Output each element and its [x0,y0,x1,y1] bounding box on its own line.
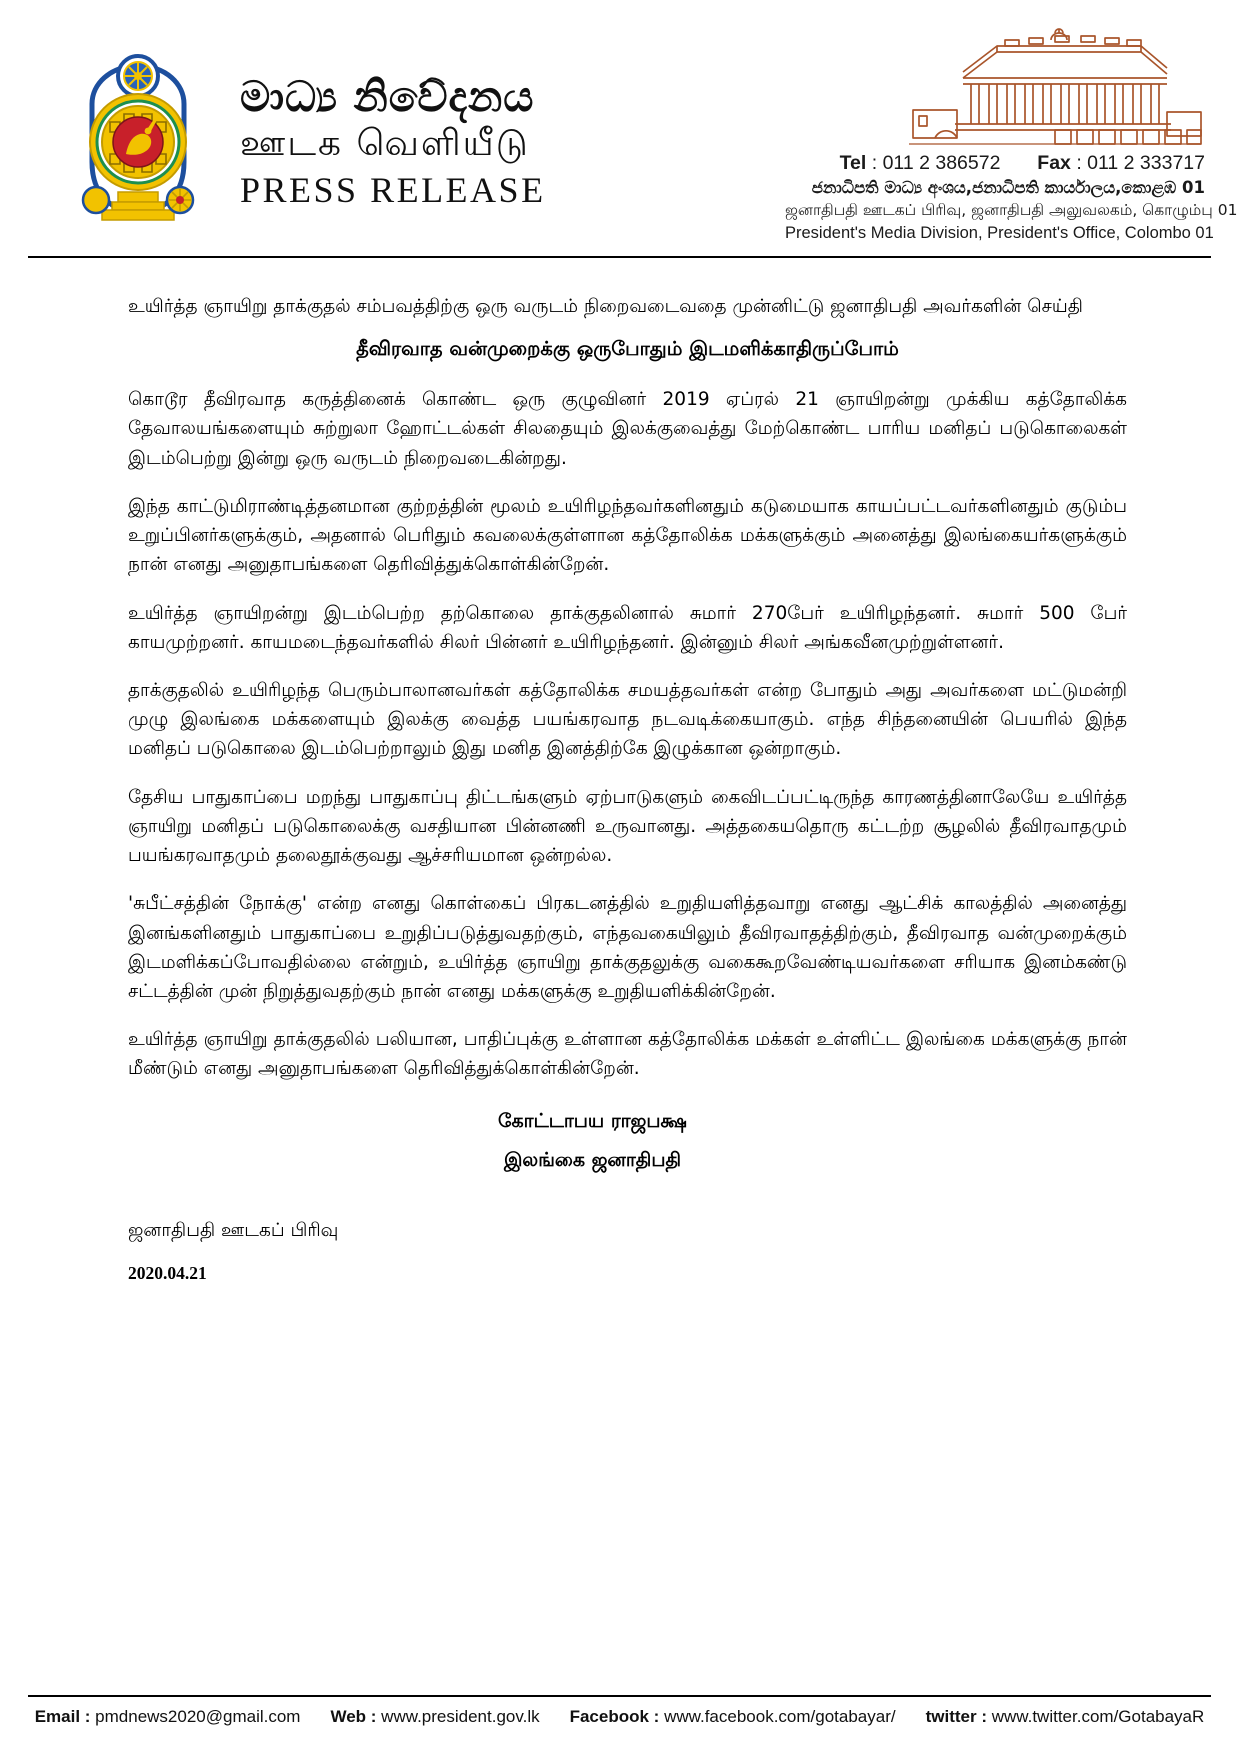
header-title-block [240,72,546,210]
footer-web-label: Web : [330,1707,377,1726]
address-tamil: ஜனாதிபதி ஊடகப் பிரிவு, ஜனாதிபதி அலுவலகம், கொழும்பு 01 [785,201,1238,219]
fax-label: Fax [1037,152,1071,174]
title-tamil: ஊடக வெளியீடு [240,123,530,164]
title-sinhala: මාධ්‍ය නිවේදනය [240,72,535,121]
signature-title: இலங்கை ஜனாதிபதி [503,1148,682,1171]
presidential-secretariat-building-icon [905,28,1205,146]
footer-facebook[interactable] [570,1707,896,1727]
telephone-fax-line [785,152,1205,175]
address-sinhala: ජනාධිපති මාධ්‍ය අංශය,ජනාධිපති කාර්යාලය,කොළඹ 01 [811,178,1205,197]
document-footer [0,1695,1239,1727]
body-paragraph: 'சுபீட்சத்தின் நோக்கு' என்ற எனது கொள்கைப் பிரகடனத்தில் உறுதியளித்தவாறு எனது ஆட்சிக் காலத்தில் அனைத்து இனங்களினதும் பாதுகாப்பை உறுதிப்படுத்துவதற்கும், எந்தவகையிலும் தீவிரவாதத்திற்கும், தீவிரவாத வன்முறைக்கும் இடமளிக்கப்போவதில்லை என்றும், உயிர்த்த ஞாயிறு தாக்குதலுக்கு வகைகூறவேண்டியவர்களை சரியாக இனம்கண்டு சட்டத்தின் முன் நிறுத்துவதற்கும் நான் எனது மக்களுக்கு உறுதியளிக்கின்றேன். [128,893,1127,1002]
intro-paragraph: உயிர்த்த ஞாயிறு தாக்குதல் சம்பவத்திற்கு ஒரு வருடம் நிறைவடைவதை முன்னிட்டு ஜனாதிபதி அவர்களின் செய்தி [128,296,1083,317]
document-header [0,0,1239,252]
body-paragraph: உயிர்த்த ஞாயிறன்று இடம்பெற்ற தற்கொலை தாக்குதலினால் சுமார் 270பேர் உயிரிழந்தனர். சுமார் 500 பேர் காயமுற்றனர். காயமடைந்தவர்களில் சிலர் பின்னர் உயிரிழந்தனர். இன்னும் சிலர் அங்கவீனமுற்றுள்ளனர். [128,602,1127,653]
footer-twitter[interactable] [926,1707,1205,1727]
signature-name: கோட்டாபய ராஜபக்ஷ [498,1109,687,1132]
address-english: President's Media Division, President's Office, Colombo 01 [785,224,1214,242]
footer-web[interactable] [330,1707,539,1727]
release-date: 2020.04.21 [128,1262,207,1283]
headline: தீவிரவாத வன்முறைக்கு ஒருபோதும் இடமளிக்காதிருப்போம் [356,337,899,361]
body-paragraph: தாக்குதலில் உயிரிழந்த பெரும்பாலானவர்கள் கத்தோலிக்க சமயத்தவர்கள் என்ற போதும் அது அவர்களை மட்டுமன்றி முழு இலங்கை மக்களையும் இலக்கு வைத்த பயங்கரவாத நடவடிக்கையாகும். எந்த சிந்தனையின் பெயரில் இந்த மனிதப் படுகொலை இடம்பெற்றாலும் இது மனித இனத்திற்கே இழுக்கான ஒன்றாகும். [128,679,1127,760]
issuing-department: ஜனாதிபதி ஊடகப் பிரிவு [128,1219,339,1241]
fax-value: : 011 2 333717 [1076,152,1205,174]
title-english: PRESS RELEASE [240,170,546,210]
document-body [0,258,1239,1284]
sri-lanka-national-emblem-icon [62,42,214,242]
tel-label: Tel [839,152,867,174]
footer-email-label: Email : [34,1707,91,1726]
footer-web-value: www.president.gov.lk [381,1707,540,1726]
footer-email[interactable] [35,1707,301,1727]
header-left-branding [62,24,546,242]
footer-contact-line [0,1707,1239,1727]
footer-facebook-value: www.facebook.com/gotabayar/ [664,1707,896,1726]
header-contact-block [785,24,1238,243]
tel-value: : 011 2 386572 [871,152,1001,174]
body-paragraph: இந்த காட்டுமிராண்டித்தனமான குற்றத்தின் மூலம் உயிரிழந்தவர்களினதும் கடுமையாக காயப்பட்டவர்களினதும் குடும்ப உறுப்பினர்களுக்கும், அதனால் பெரிதும் கவலைக்குள்ளான கத்தோலிக்க மக்களுக்கும் அனைத்து இலங்கையர்களுக்கும் நான் எனது அனுதாபங்களை தெரிவித்துக்கொள்கின்றேன். [128,495,1127,576]
body-paragraph: கொடூர தீவிரவாத கருத்தினைக் கொண்ட ஒரு குழுவினர் 2019 ஏப்ரல் 21 ஞாயிறன்று முக்கிய கத்தோலிக்க தேவாலயங்களையும் சுற்றுலா ஹோட்டல்கள் சிலதையும் இலக்குவைத்து மேற்கொண்ட பாரிய மனிதப் படுகொலைகள் இடம்பெற்று இன்று ஒரு வருடம் நிறைவடைகின்றது. [128,389,1127,469]
footer-divider [28,1695,1211,1697]
body-paragraph: தேசிய பாதுகாப்பை மறந்து பாதுகாப்பு திட்டங்களும் ஏற்பாடுகளும் கைவிடப்பட்டிருந்த காரணத்தினாலேயே உயிர்த்த ஞாயிறு மனிதப் படுகொலைக்கு வசதியான பின்னணி உருவானது. அத்தகையதொரு கட்டற்ற சூழலில் தீவிரவாதமும் பயங்கரவாதமும் தலைதூக்குவது ஆச்சரியமான ஒன்றல்ல. [128,786,1127,867]
footer-facebook-label: Facebook : [569,1707,660,1726]
body-paragraph: உயிர்த்த ஞாயிறு தாக்குதலில் பலியான, பாதிப்புக்கு உள்ளான கத்தோலிக்க மக்கள் உள்ளிட்ட இலங்கை மக்களுக்கு நான் மீண்டும் எனது அனுதாபங்களை தெரிவித்துக்கொள்கின்றேன். [128,1029,1127,1080]
footer-twitter-label: twitter : [925,1707,987,1726]
footer-twitter-value: www.twitter.com/GotabayaR [991,1707,1205,1726]
footer-email-value: pmdnews2020@gmail.com [95,1707,301,1726]
